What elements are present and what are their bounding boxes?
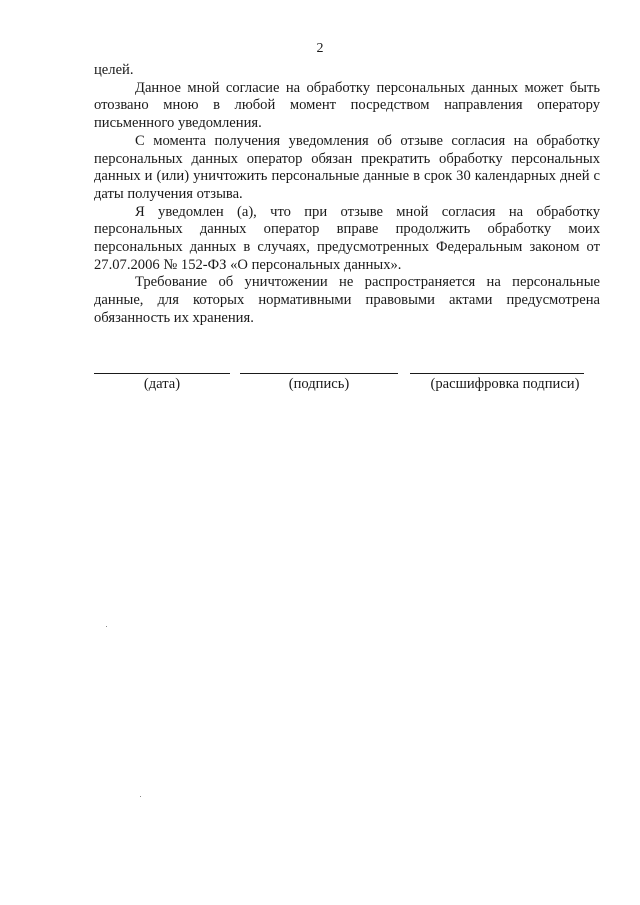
page-number: 2 [316,41,324,56]
signature-label: (подпись) [288,376,350,392]
signature-block [94,365,600,405]
paragraph-consent-withdrawal: Данное мной согласие на обработку персональных данных может быть отозвано мною в любой момент посредством направления оператору письменного уведомления. [94,79,600,132]
date-line [94,373,230,374]
paragraph-storage-requirement: Требование об уничтожении не распространяется на персональные данные, для которых нормативными правовыми актами предусмотрена обязанность их хранения. [94,274,600,326]
signature-decoding-label: (расшифровка подписи) [430,376,580,392]
date-label: (дата) [143,376,181,392]
signature-line [240,373,398,374]
paragraph-continuation: целей. [94,62,134,78]
paragraph-processing-termination: С момента получения уведомления об отзыве согласия на обработку персональных данных оператор обязан прекратить обработку персональных данных и (или) уничтожить персональные данные в срок 30 календарных дней с даты получения отзыва. [94,132,600,202]
signature-decoding-line [410,373,584,374]
scan-speck [106,626,107,627]
scan-speck [140,796,141,797]
document-body [94,62,600,328]
paragraph-operator-rights: Я уведомлен (а), что при отзыве мной согласия на обработку персональных данных оператор вправе продолжить обработку моих персональных данных в случаях, предусмотренных Федеральным законом от 27.07.2006 № 152-ФЗ «О персональных данных». [94,203,600,273]
